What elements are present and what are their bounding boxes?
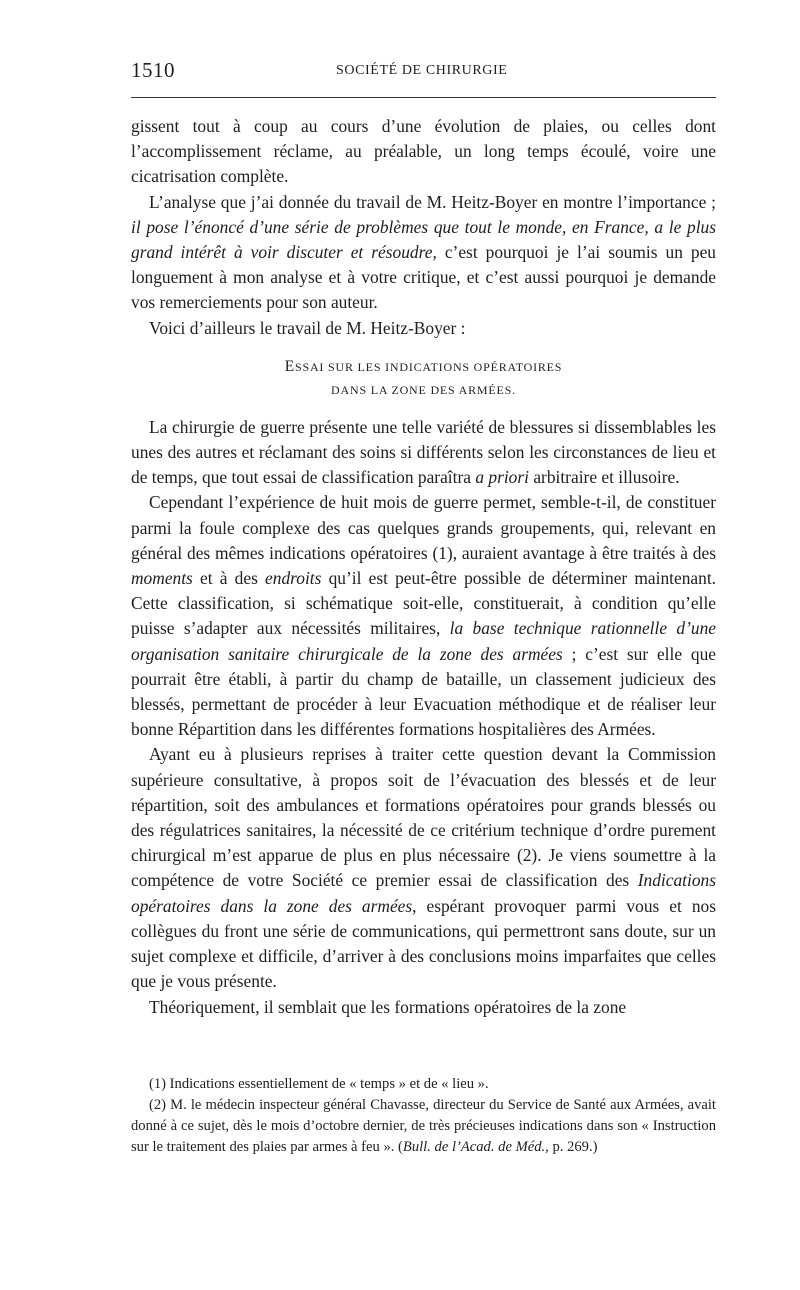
header-rule <box>131 97 716 98</box>
footnotes <box>131 1074 716 1158</box>
italic-run: Bull. de l’Acad. de Méd. <box>402 1139 546 1155</box>
page-number: 1510 <box>131 58 175 82</box>
paragraph-2 <box>131 190 716 316</box>
paragraph-1: gissent tout à coup au cours d’une évolution de plaies, ou celles dont l’accomplissement réclame, au préalable, un long temps écoulé, voire une cicatrisation complète. <box>131 116 716 187</box>
essay-title-capital: E <box>284 357 295 375</box>
italic-run: la base technique rationnelle d’une organisation sanitaire chirurgicale de la zone des armées <box>131 618 716 664</box>
text-run: arbitraire et illusoire. <box>528 467 680 488</box>
running-title: SOCIÉTÉ DE CHIRURGIE <box>336 63 508 78</box>
italic-run: endroits <box>265 568 322 589</box>
footnote-2 <box>131 1095 716 1158</box>
text-run: , espérant provoquer parmi vous et nos collègues du front une série de communications, qui permettront sans doute, sur un sujet complexe et difficile, d’arriver à des conclusions moins imparfaites que celles que je vous présente. <box>131 895 716 992</box>
text-run: L’analyse que j’ai donnée du travail de M. Heitz-Boyer en montre l’importance ; <box>149 191 716 212</box>
paragraph-5 <box>131 490 716 742</box>
text-run: qu’il est peut-être possible de déterminer maintenant. Cette classification, si schématique soit-elle, constituerait, à condition qu’elle puisse s’adapter aux nécessités militaires, <box>131 568 716 639</box>
paragraph-4 <box>131 415 716 491</box>
essay-title <box>131 355 716 402</box>
italic-run: il pose l’énoncé d’une série de problèmes que tout le monde, en France, a le plus grand intérêt à voir discuter et résoudre <box>131 216 716 263</box>
italic-run: a priori <box>475 467 529 488</box>
main-text <box>131 114 716 1020</box>
essay-title-line-2: DANS LA ZONE DES ARMÉES. <box>331 382 516 397</box>
page-header <box>131 58 716 88</box>
text-run: Cependant l’expérience de huit mois de guerre permet, semble-t-il, de constituer parmi la foule complexe des cas quelques grands groupements, qui, relevant en général des mêmes indications opératoires (1), auraient avantage à être traités à des <box>131 492 716 563</box>
essay-title-rest: SSAI SUR LES INDICATIONS OPÉRATOIRES <box>295 359 563 374</box>
italic-run: moments <box>131 568 193 589</box>
paragraph-6 <box>131 742 716 994</box>
paragraph-3: Voici d’ailleurs le travail de M. Heitz-Boyer : <box>149 317 466 338</box>
footnote-1: (1) Indications essentiellement de « temps » et de « lieu ». <box>149 1076 489 1092</box>
italic-run: Indications opératoires dans la zone des armées <box>131 870 716 916</box>
text-run: , p. 269.) <box>545 1139 598 1155</box>
essay-title-line-1 <box>131 355 716 379</box>
text-run: Ayant eu à plusieurs reprises à traiter cette question devant la Commission supérieure consultative, à propos soit de l’évacuation des blessés et de leur répartition, soit des ambulances et formations opératoires pour grands blessés ou des régulatrices sanitaires, la nécessité de ce critérium technique d’ordre purement chirurgical m’est apparue de plus en plus nécessaire (2). Je viens soumettre à la compétence de votre Société ce premier essai de classification des <box>131 744 716 891</box>
text-run: ; c’est sur elle que pourrait être établi, à partir du champ de bataille, un classement judicieux des blessés, permettant de procéder à leur Evacuation méthodique et de réaliser leur bonne Répartition dans les différentes formations hospitalières des Armées. <box>131 643 716 740</box>
text-run: La chirurgie de guerre présente une telle variété de blessures si dissemblables les unes des autres et réclamant des soins si différents selon les circonstances de lieu et de temps, que tout essai de classification paraîtra <box>131 416 716 488</box>
text-run: (2) M. le médecin inspecteur général Chavasse, directeur du Service de Santé aux Armées, avait donné à ce sujet, dès le mois d’octobre dernier, de très précieuses indications dans son « Instruction sur le traitement des plaies par armes à feu ». ( <box>131 1097 716 1155</box>
paragraph-7: Théoriquement, il semblait que les formations opératoires de la zone <box>149 996 627 1017</box>
text-run: , c’est pourquoi je l’ai soumis un peu longuement à mon analyse et à votre critique, et c’est aussi pourquoi je demande vos remerciements pour son auteur. <box>131 242 717 313</box>
text-run: et à des <box>192 568 266 589</box>
